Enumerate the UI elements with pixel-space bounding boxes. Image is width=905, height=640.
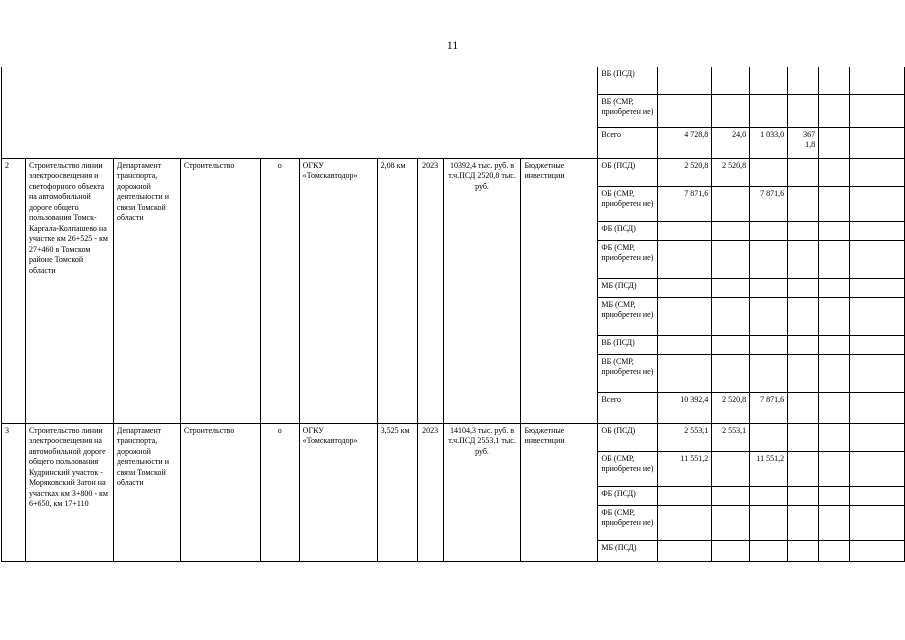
funding-value (750, 278, 788, 297)
project-name: Строительство линии электроосвещения и светофорного объекта на автомобильной дороге общего пользования Томск-Каргала-Колпашево на участке км 26+525 - км 27+460 в Томском районе Томской области (25, 158, 113, 423)
project-year: 2023 (417, 158, 443, 423)
funding-value: 7 871,6 (750, 392, 788, 423)
empty-cell (849, 67, 904, 94)
funding-total (658, 354, 712, 392)
empty-cell (849, 186, 904, 221)
empty-cell (788, 186, 819, 221)
funding-value (788, 67, 819, 94)
empty-cell (849, 540, 904, 561)
funding-value (750, 540, 788, 561)
funding-value (750, 94, 788, 127)
page-number: 11 (446, 38, 459, 52)
funding-value (750, 335, 788, 354)
funding-total (658, 297, 712, 335)
funding-value: 1 033,0 (750, 127, 788, 158)
funding-source: МБ (ПСД) (598, 278, 658, 297)
funding-value: 2 520,8 (712, 392, 750, 423)
table-row (2, 67, 905, 94)
empty-cell (849, 451, 904, 486)
funding-source: ФБ (СМР, приобретен ие) (598, 505, 658, 540)
empty-cell (788, 505, 819, 540)
empty-cell (788, 221, 819, 240)
empty-cell (849, 127, 904, 158)
empty-cell (819, 240, 850, 278)
empty-cell (819, 486, 850, 505)
project-length: 3,525 км (377, 423, 417, 561)
empty-cell (849, 423, 904, 451)
project-number: 3 (2, 423, 26, 561)
funding-value (712, 186, 750, 221)
funding-value (712, 297, 750, 335)
funding-value: 367 1,8 (788, 127, 819, 158)
empty-cell (819, 354, 850, 392)
project-executor: ОГКУ «Томскавтодор» (299, 423, 377, 561)
empty-cell (788, 354, 819, 392)
funding-source: Всего (598, 127, 658, 158)
empty-cell (788, 423, 819, 451)
funding-source: Всего (598, 392, 658, 423)
empty-cell (788, 335, 819, 354)
funding-value (712, 240, 750, 278)
empty-cell (819, 335, 850, 354)
empty-cell (819, 540, 850, 561)
project-year: 2023 (417, 423, 443, 561)
project-customer: Департамент транспорта, дорожной деятельности и связи Томской области (113, 423, 180, 561)
empty-cell (849, 335, 904, 354)
funding-total: 2 553,1 (658, 423, 712, 451)
funding-total (658, 94, 712, 127)
project-cost: 14104,3 тыс. руб. в т.ч.ПСД 2553,1 тыс. руб. (443, 423, 521, 561)
funding-value (750, 297, 788, 335)
empty-cell (819, 158, 850, 186)
funding-total (658, 67, 712, 94)
empty-cell (819, 67, 850, 94)
funding-source: МБ (СМР, приобретен ие) (598, 297, 658, 335)
empty-cell (849, 240, 904, 278)
funding-value (712, 67, 750, 94)
funding-total (658, 486, 712, 505)
funding-source: ФБ (ПСД) (598, 221, 658, 240)
empty-cell (788, 240, 819, 278)
funding-value: 11 551,2 (750, 451, 788, 486)
project-executor: ОГКУ «Томскавтодор» (299, 158, 377, 423)
funding-value: 2 520,8 (712, 158, 750, 186)
empty-cell (788, 392, 819, 423)
project-mark: о (260, 423, 299, 561)
funding-value (712, 540, 750, 561)
project-investment-type: Бюджетные инвестиции (521, 423, 598, 561)
funding-source: ВБ (СМР, приобретен ие) (598, 94, 658, 127)
project-cost: 10392,4 тыс. руб. в т.ч.ПСД 2520,8 тыс. руб. (443, 158, 521, 423)
funding-source: ОБ (ПСД) (598, 158, 658, 186)
empty-cell (849, 278, 904, 297)
funding-total: 11 551,2 (658, 451, 712, 486)
funding-value: 7 871,6 (750, 186, 788, 221)
funding-value (712, 335, 750, 354)
empty-cell (819, 278, 850, 297)
project-name: Строительство линии электроосвещения на автомобильной дороге общего пользования Кудринский участок - Моряковский Затон на участках км 3+800 - км 6+650, км 17+110 (25, 423, 113, 561)
empty-cell (819, 221, 850, 240)
funding-value (750, 423, 788, 451)
funding-source: ФБ (СМР, приобретен ие) (598, 240, 658, 278)
funding-total (658, 540, 712, 561)
funding-value: 2 553,1 (712, 423, 750, 451)
funding-total: 4 728,8 (658, 127, 712, 158)
continued-cell (2, 67, 598, 158)
funding-total: 10 392,4 (658, 392, 712, 423)
empty-cell (849, 505, 904, 540)
funding-value (750, 240, 788, 278)
funding-value (750, 505, 788, 540)
funding-value (712, 221, 750, 240)
funding-value (788, 94, 819, 127)
funding-source: ВБ (СМР, приобретен ие) (598, 354, 658, 392)
funding-value: 24,0 (712, 127, 750, 158)
project-work-type: Строительство (180, 158, 260, 423)
funding-value (712, 505, 750, 540)
empty-cell (788, 540, 819, 561)
funding-value (750, 221, 788, 240)
empty-cell (819, 423, 850, 451)
empty-cell (819, 392, 850, 423)
funding-source: ОБ (СМР, приобретен ие) (598, 451, 658, 486)
table-row (2, 423, 905, 451)
empty-cell (849, 392, 904, 423)
project-investment-type: Бюджетные инвестиции (521, 158, 598, 423)
empty-cell (849, 94, 904, 127)
funding-source: МБ (ПСД) (598, 540, 658, 561)
empty-cell (788, 451, 819, 486)
empty-cell (849, 221, 904, 240)
empty-cell (788, 278, 819, 297)
project-customer: Департамент транспорта, дорожной деятельности и связи Томской области (113, 158, 180, 423)
funding-value (750, 354, 788, 392)
empty-cell (849, 297, 904, 335)
funding-value (750, 67, 788, 94)
funding-value (712, 278, 750, 297)
funding-value (712, 94, 750, 127)
funding-total (658, 221, 712, 240)
funding-value (750, 158, 788, 186)
empty-cell (819, 186, 850, 221)
funding-total: 2 520,8 (658, 158, 712, 186)
empty-cell (849, 486, 904, 505)
table-row (2, 158, 905, 186)
funding-value (750, 486, 788, 505)
funding-value (712, 486, 750, 505)
project-mark: о (260, 158, 299, 423)
empty-cell (819, 94, 850, 127)
empty-cell (788, 158, 819, 186)
empty-cell (788, 486, 819, 505)
empty-cell (819, 505, 850, 540)
funding-value (712, 354, 750, 392)
empty-cell (819, 297, 850, 335)
funding-total (658, 335, 712, 354)
project-length: 2,08 км (377, 158, 417, 423)
empty-cell (819, 451, 850, 486)
empty-cell (788, 297, 819, 335)
funding-source: ВБ (ПСД) (598, 67, 658, 94)
empty-cell (849, 354, 904, 392)
funding-source: ВБ (ПСД) (598, 335, 658, 354)
empty-cell (849, 158, 904, 186)
funding-source: ОБ (ПСД) (598, 423, 658, 451)
project-work-type: Строительство (180, 423, 260, 561)
funding-value (712, 451, 750, 486)
funding-total (658, 278, 712, 297)
funding-source: ОБ (СМР, приобретен ие) (598, 186, 658, 221)
funding-total (658, 240, 712, 278)
funding-source: ФБ (ПСД) (598, 486, 658, 505)
empty-cell (819, 127, 850, 158)
funding-total (658, 505, 712, 540)
project-number: 2 (2, 158, 26, 423)
table-body (2, 67, 905, 561)
investment-table (1, 67, 905, 562)
funding-total: 7 871,6 (658, 186, 712, 221)
